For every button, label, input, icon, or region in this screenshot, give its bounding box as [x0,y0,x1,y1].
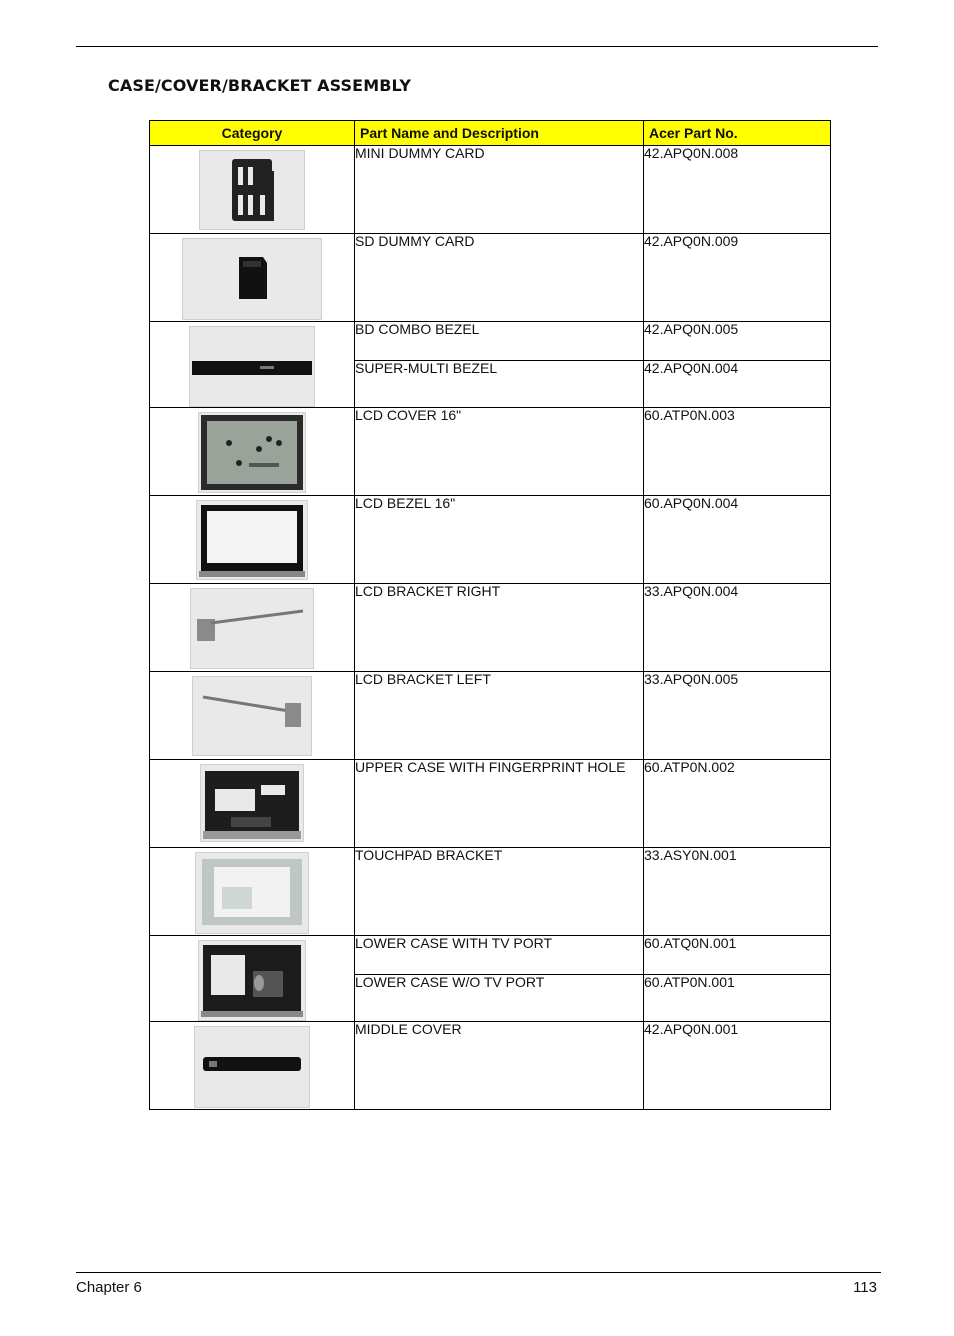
lcd-bracket-left-icon [192,676,312,756]
table-row [150,146,831,234]
table-row [150,936,831,975]
part-number-cell: 60.APQ0N.004 [644,496,831,584]
parts-table [149,120,831,1110]
category-image-cell [150,146,355,234]
category-image-cell [150,584,355,672]
part-number-cell: 33.APQ0N.005 [644,672,831,760]
table-row [150,1022,831,1110]
category-image-cell [150,936,355,1022]
table-header-row [150,121,831,146]
mini-dummy-card-icon [199,150,305,230]
part-number-cell: 42.APQ0N.005 [644,322,831,361]
table-row [150,408,831,496]
part-name-cell: MIDDLE COVER [355,1022,644,1110]
category-image-cell [150,322,355,408]
odd-bezel-icon [189,326,315,407]
part-number-cell: 60.ATP0N.003 [644,408,831,496]
middle-cover-icon [194,1026,310,1108]
part-name-cell: UPPER CASE WITH FINGERPRINT HOLE [355,760,644,848]
table-row [150,322,831,361]
part-number-cell: 60.ATP0N.001 [644,975,831,1022]
part-name-cell: SUPER-MULTI BEZEL [355,361,644,408]
part-number-cell: 60.ATQ0N.001 [644,936,831,975]
part-number-cell: 42.APQ0N.001 [644,1022,831,1110]
table-row [150,672,831,760]
part-name-cell: LCD BRACKET RIGHT [355,584,644,672]
part-name-cell: BD COMBO BEZEL [355,322,644,361]
table-row [150,234,831,322]
category-image-cell [150,760,355,848]
lcd-bracket-right-icon [190,588,314,669]
part-number-cell: 42.APQ0N.009 [644,234,831,322]
header-part-name: Part Name and Description [355,121,644,146]
header-part-no: Acer Part No. [644,121,831,146]
part-number-cell: 42.APQ0N.008 [644,146,831,234]
part-number-cell: 60.ATP0N.002 [644,760,831,848]
sd-dummy-card-icon [182,238,322,320]
category-image-cell [150,234,355,322]
part-number-cell: 33.ASY0N.001 [644,848,831,936]
part-name-cell: LCD BEZEL 16" [355,496,644,584]
part-number-cell: 42.APQ0N.004 [644,361,831,408]
header-category: Category [150,121,355,146]
table-row [150,584,831,672]
footer-chapter: Chapter 6 [76,1279,142,1296]
table-row [150,848,831,936]
part-name-cell: LOWER CASE WITH TV PORT [355,936,644,975]
part-number-cell: 33.APQ0N.004 [644,584,831,672]
category-image-cell [150,408,355,496]
part-name-cell: LCD BRACKET LEFT [355,672,644,760]
lower-case-icon [198,940,306,1021]
table-row [150,496,831,584]
category-image-cell [150,848,355,936]
table-row [150,760,831,848]
footer-page-number: 113 [853,1279,877,1296]
section-title: CASE/COVER/BRACKET ASSEMBLY [108,76,412,95]
part-name-cell: SD DUMMY CARD [355,234,644,322]
category-image-cell [150,672,355,760]
category-image-cell [150,1022,355,1110]
footer-rule [76,1272,881,1273]
part-name-cell: MINI DUMMY CARD [355,146,644,234]
part-name-cell: LOWER CASE W/O TV PORT [355,975,644,1022]
upper-case-icon [200,764,304,842]
lcd-cover-icon [198,412,306,493]
lcd-bezel-icon [196,500,308,580]
header-rule [76,46,878,47]
touchpad-bracket-icon [195,852,309,934]
part-name-cell: TOUCHPAD BRACKET [355,848,644,936]
category-image-cell [150,496,355,584]
part-name-cell: LCD COVER 16" [355,408,644,496]
